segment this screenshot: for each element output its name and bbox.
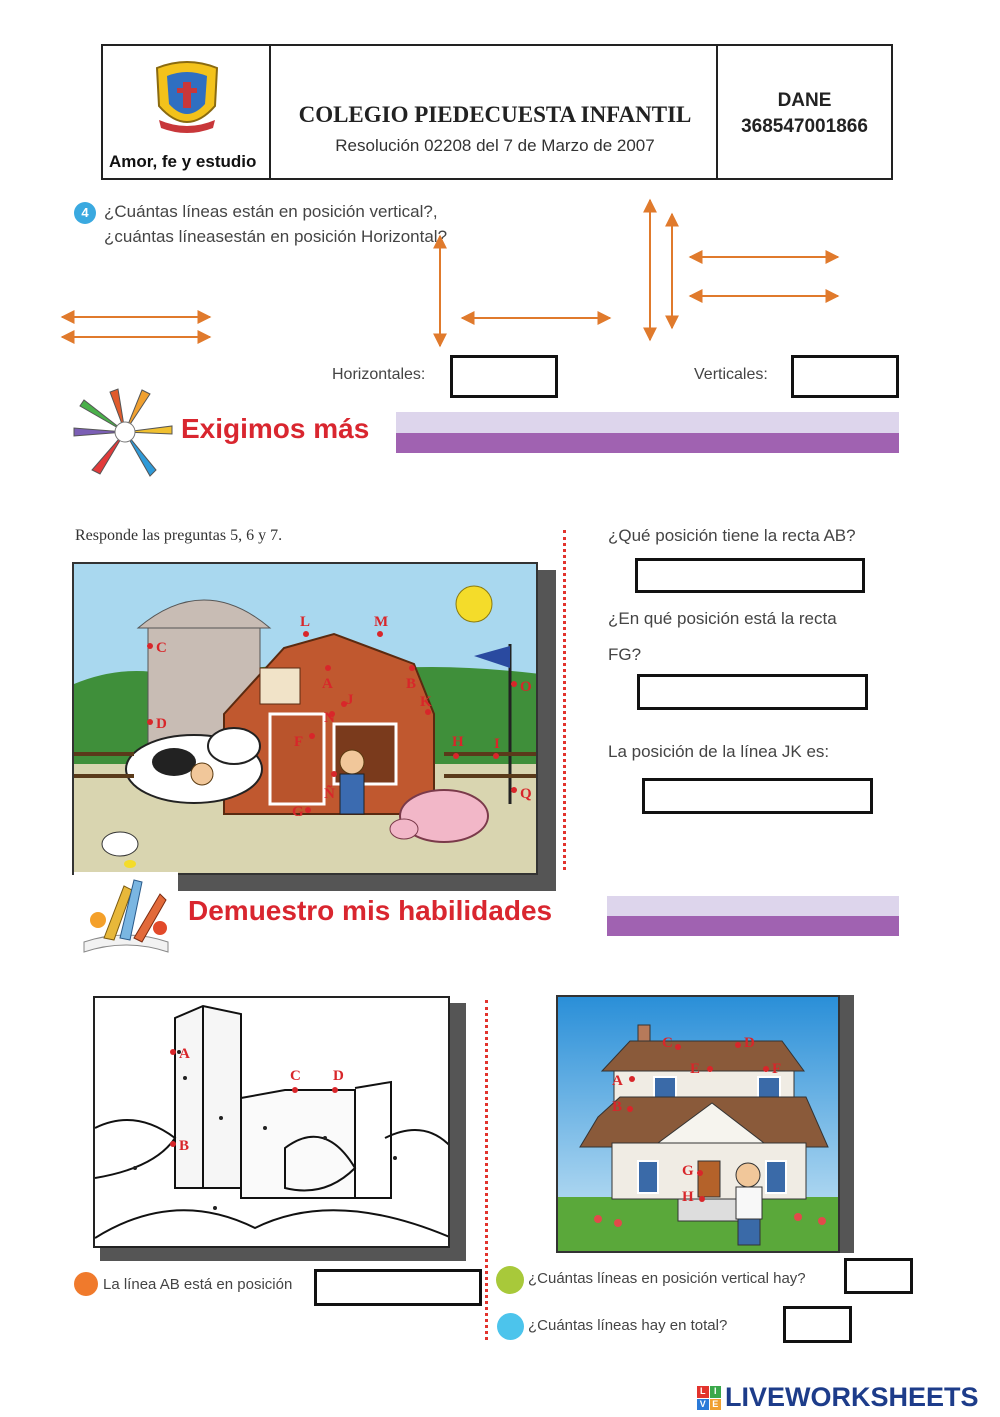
books-pencils-icon <box>74 872 178 962</box>
question-jk: La posición de la línea JK es: <box>608 742 830 761</box>
question-number: 4 <box>81 205 89 220</box>
school-crest-logo <box>147 58 227 140</box>
point-label: N <box>324 710 335 726</box>
point-label: C <box>662 1035 673 1051</box>
orange-bullet <box>74 1272 98 1296</box>
point-label: Q <box>520 786 532 802</box>
green-bullet <box>496 1266 524 1294</box>
point-label: F <box>772 1061 782 1077</box>
point-label: Ñ <box>324 786 335 802</box>
point-label: D <box>744 1035 755 1051</box>
point-label: A <box>179 1046 190 1062</box>
school-header <box>101 44 893 180</box>
point-label: H <box>452 734 464 750</box>
point-label: B <box>612 1099 623 1115</box>
dane-cell <box>716 46 891 178</box>
point-label: K <box>420 694 432 710</box>
house-question-vertical: ¿Cuántas líneas en posición vertical hay? <box>528 1270 806 1287</box>
point-label: E <box>690 1061 701 1077</box>
farm-illustration <box>72 562 538 875</box>
horizontal-count-input[interactable] <box>450 355 558 398</box>
dane-number: 368547001866 <box>741 116 868 137</box>
logo-grid-icon: L I V E <box>697 1386 721 1410</box>
cyan-bullet <box>497 1313 524 1340</box>
question-ab: ¿Qué posición tiene la recta AB? <box>608 526 856 545</box>
section-band <box>607 916 899 936</box>
horizontal-label: Horizontales: <box>332 366 426 383</box>
point-label: A <box>612 1073 623 1089</box>
point-label: A <box>322 676 333 692</box>
liveworksheets-logo[interactable] <box>697 1382 997 1414</box>
point-label: O <box>520 679 532 695</box>
total-lines-input[interactable] <box>783 1306 852 1343</box>
point-label: C <box>290 1068 301 1084</box>
point-label: C <box>156 640 167 656</box>
castle-illustration <box>93 996 450 1248</box>
point-label: F <box>294 734 304 750</box>
section-title-demuestro: Demuestro mis habilidades <box>188 895 553 926</box>
farm-point-labels <box>74 564 538 875</box>
point-label: G <box>292 804 304 820</box>
dotted-divider <box>485 1000 488 1340</box>
school-motto: Amor, fe y estudio <box>109 152 257 171</box>
answer-fg-input[interactable] <box>637 674 868 710</box>
point-label: L <box>300 614 311 630</box>
school-name: COLEGIO PIEDECUESTA INFANTIL <box>298 102 692 127</box>
vertical-label: Verticales: <box>694 366 768 383</box>
pencils-star-icon <box>72 386 178 478</box>
brand-name: LIVEWORKSHEETS <box>725 1382 979 1412</box>
answer-ab-input[interactable] <box>635 558 865 593</box>
section-band <box>396 433 899 453</box>
point-label: B <box>179 1138 190 1154</box>
answer-jk-input[interactable] <box>642 778 873 814</box>
section-band <box>396 412 899 434</box>
point-label: D <box>156 716 167 732</box>
point-label: H <box>682 1189 694 1205</box>
question4-line1: ¿Cuántas líneas están en posición vertical?, <box>104 202 438 221</box>
vertical-lines-input[interactable] <box>844 1258 913 1294</box>
vertical-count-input[interactable] <box>791 355 899 398</box>
point-label: G <box>682 1163 694 1179</box>
farm-instruction: Responde las preguntas 5, 6 y 7. <box>75 527 283 544</box>
question-fg-line2: FG? <box>608 645 642 664</box>
point-label: D <box>333 1068 344 1084</box>
arrow-lines-figure <box>0 190 1000 350</box>
dotted-divider <box>563 530 566 870</box>
dane-label: DANE <box>777 90 832 111</box>
castle-question: La línea AB está en posición <box>103 1276 293 1293</box>
point-label: B <box>406 676 417 692</box>
point-label: I <box>494 736 500 752</box>
house-illustration <box>556 995 840 1253</box>
house-question-total: ¿Cuántas líneas hay en total? <box>528 1317 728 1334</box>
logo-cell <box>103 46 271 178</box>
castle-answer-input[interactable] <box>314 1269 482 1306</box>
resolution-text: Resolución 02208 del 7 de Marzo de 2007 <box>335 136 655 155</box>
question4-line2: ¿cuántas líneasestán en posición Horizontal? <box>104 227 448 246</box>
point-label: M <box>374 614 389 630</box>
question-fg-line1: ¿En qué posición está la recta <box>608 609 837 628</box>
point-label: J <box>346 692 354 708</box>
section-band <box>607 896 899 917</box>
section-title-exigimos: Exigimos más <box>181 413 370 444</box>
